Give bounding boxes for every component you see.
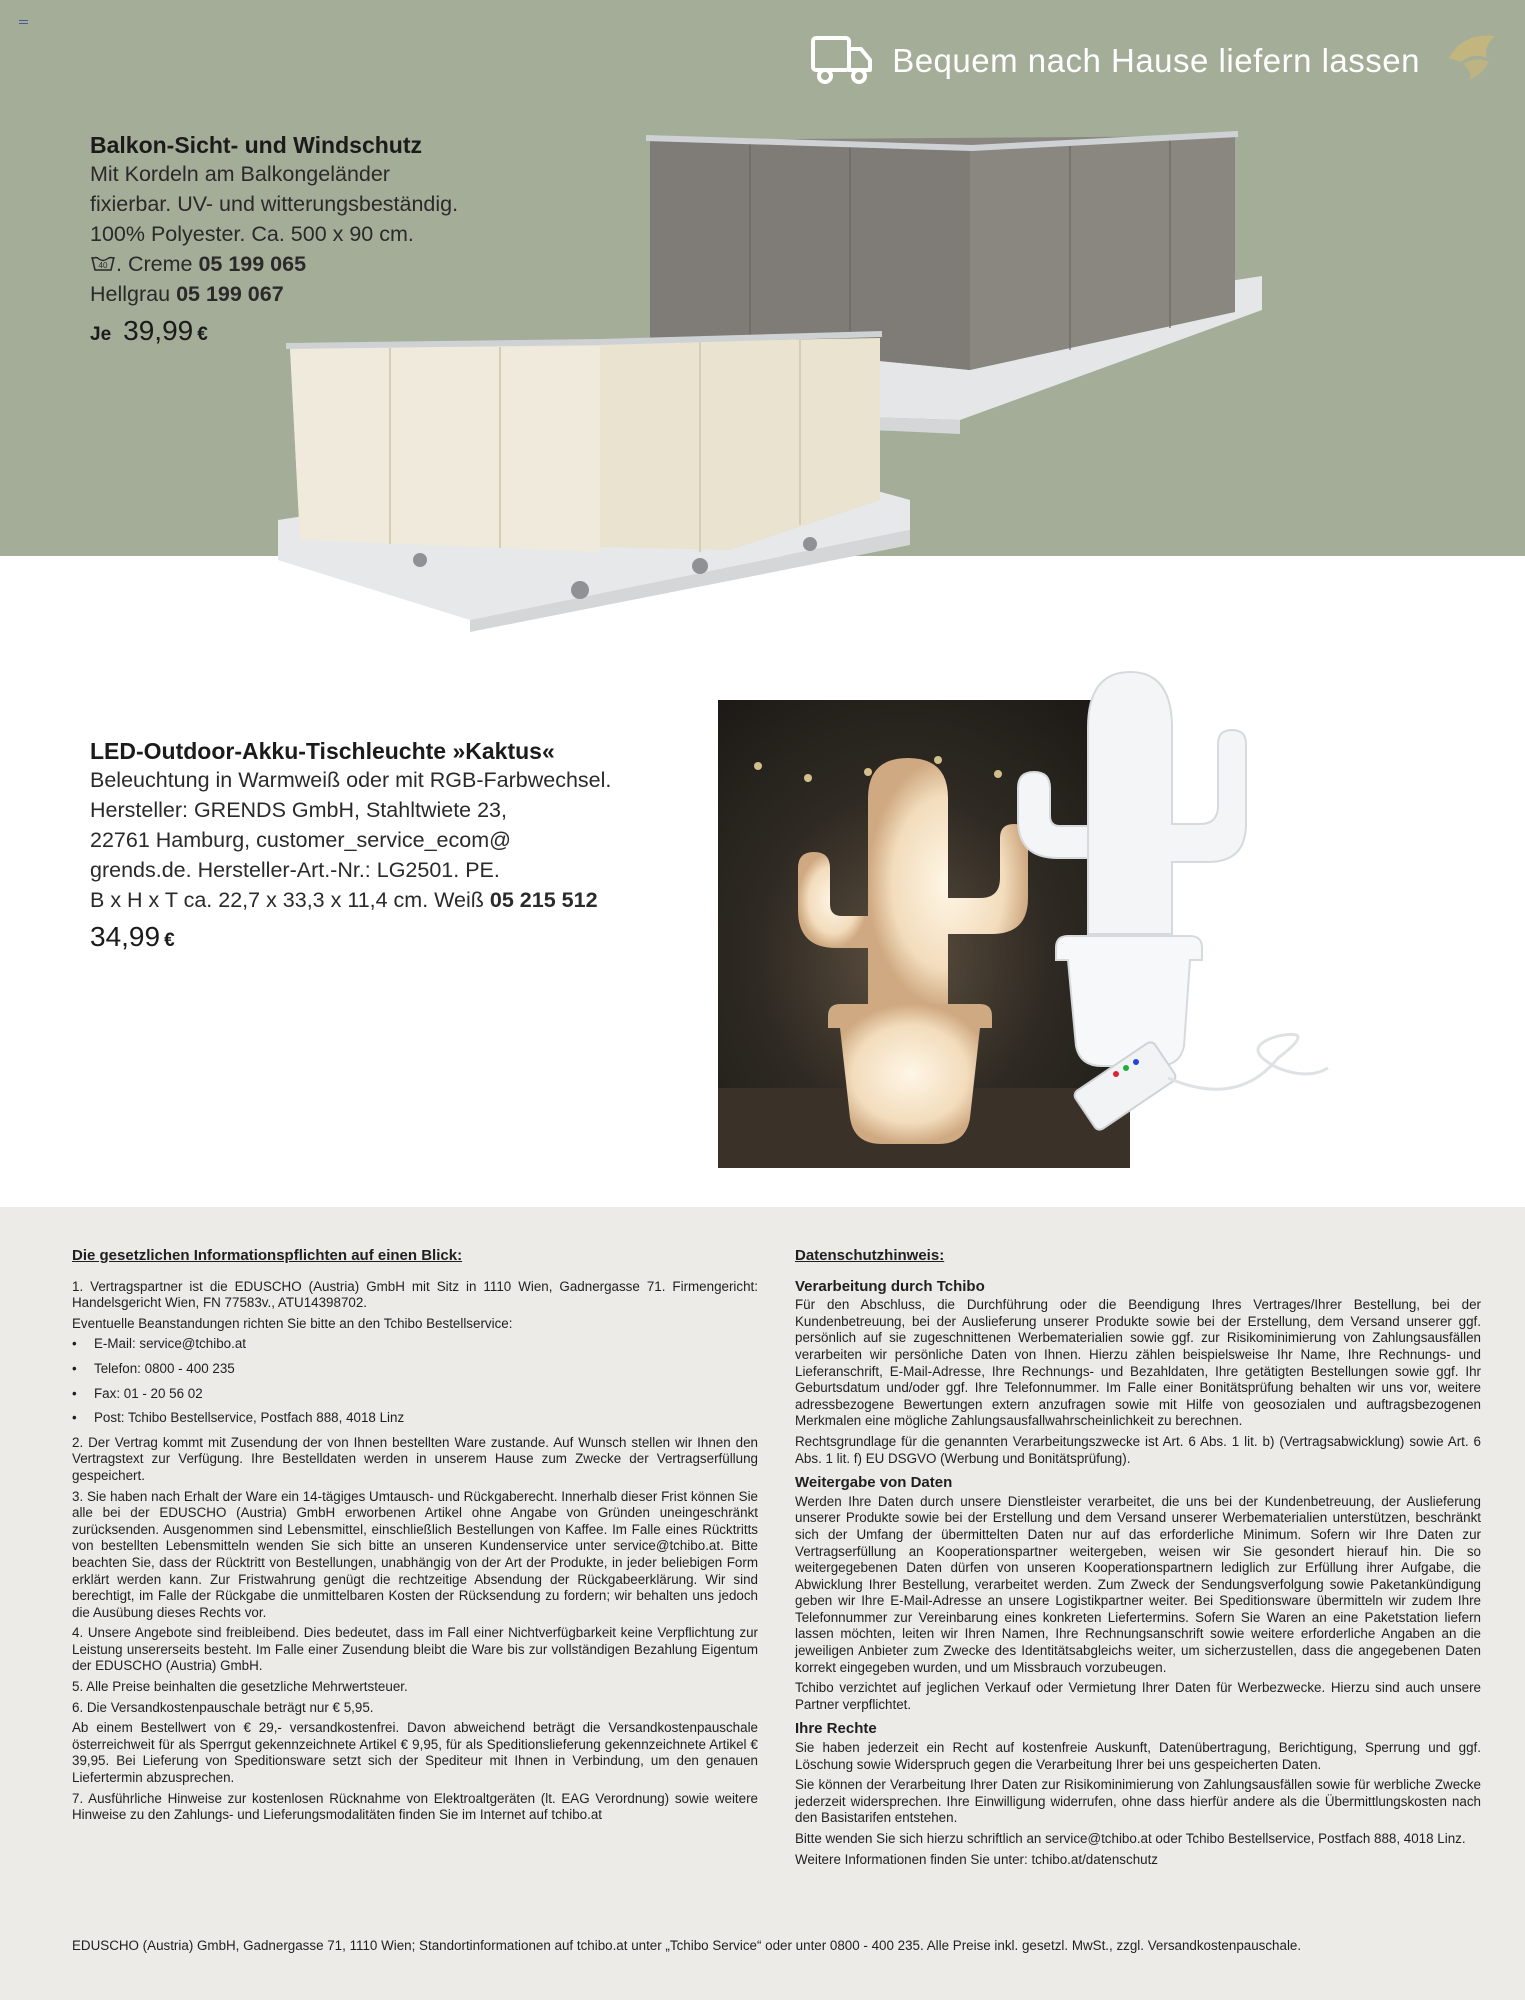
contact-item: • E-Mail: service@tchibo.at xyxy=(94,1336,758,1353)
contact-item: • Post: Tchibo Bestellservice, Postfach 888, 4018 Linz xyxy=(94,1410,758,1427)
privacy-column xyxy=(795,1248,1481,1872)
desc-line: grends.de. Hersteller-Art.-Nr.: LG2501. PE. xyxy=(90,858,500,882)
privacy-heading: Datenschutzhinweis: xyxy=(795,1247,945,1264)
privacy-paragraph: Werden Ihre Daten durch unsere Dienstleister verarbeitet, die uns bei der Kundenbetreuung, der Auslieferung unserer Produkte sowie bei der Erstellung und dem Versand unserer Werbematerialien unterstützen, beschränkt sich der Umfang der übermittelten Daten nur auf das erforderliche Minimum. Sofern wir Ihre Daten zur Vertragserfüllung an Kooperationspartner weitergeben, weisen wir Sie gesondert hierauf hin. Die so weitergegebenen Daten dürfen von unseren Kooperationspartnern lediglich zur Erfüllung ihrer Aufgabe, die Abwicklung Ihrer Bestellung, verarbeitet werden. Zum Zweck der Sendungsverfolgung sowie Paketankündigung geben wir Ihre E-Mail-Adresse an unsere Logistikpartner weiter. Bei Speditionsware übermitteln wir zudem Ihre Telefonnummer zur Vereinbarung eines konkreten Liefertermins. Sofern Sie Waren an eine Paketstation liefern lassen möchten, leiten wir Ihren Namen, Ihre Rechnungsanschrift sowie weitere erforderliche Angaben an die jeweiligen Anbieter zum Zwecke des Identitätsabgleichs weiter, um sicherzustellen, dass die angegebenen Daten korrekt eingegeben wurden, und um Missbrauch vorzubeugen. xyxy=(795,1493,1481,1675)
svg-text:40: 40 xyxy=(98,261,108,270)
legal-paragraph: 1. Vertragspartner ist die EDUSCHO (Austria) GmbH mit Sitz in 1110 Wien, Gadnergasse 71. Firmengericht: Handelsgericht Wien, FN 77583v., ATU14398702. xyxy=(72,1278,758,1311)
balcony-screen-image xyxy=(270,120,1280,640)
legal-heading: Die gesetzlichen Informationspflichten auf einen Blick: xyxy=(72,1247,463,1264)
contact-item: • Fax: 01 - 20 56 02 xyxy=(94,1386,758,1403)
desc-line: Mit Kordeln am Balkongeländer xyxy=(90,162,390,186)
privacy-subheading: Weitergabe von Daten xyxy=(795,1474,953,1492)
wash-40-icon xyxy=(90,253,116,273)
delivery-text: Bequem nach Hause liefern lassen xyxy=(892,42,1420,79)
legal-paragraph: 6. Die Versandkostenpauschale beträgt nur € 5,95. xyxy=(72,1699,374,1715)
legal-info-column xyxy=(72,1248,758,1828)
variant-creme: 40 . Creme 05 199 065 xyxy=(90,249,510,279)
price: Je 39,99 € xyxy=(90,315,208,346)
desc-line: 100% Polyester. Ca. 500 x 90 cm. xyxy=(90,222,414,246)
privacy-subheading: Ihre Rechte xyxy=(795,1720,877,1738)
product-title: LED-Outdoor-Akku-Tischleuchte »Kaktus« xyxy=(90,738,555,764)
legal-paragraph: 2. Der Vertrag kommt mit Zusendung der von Ihnen bestellten Ware zustande. Auf Wunsch stellen wir Ihnen den Vertragstext zur Verfügung. Ihre Bestelldaten werden in unserem Hause zum Zwecke der Vertragserfüllung gespeichert. xyxy=(72,1434,758,1483)
dimensions-line: B x H x T ca. 22,7 x 33,3 x 11,4 cm. Weiß 05 215 512 xyxy=(90,888,598,912)
footer-text: EDUSCHO (Austria) GmbH, Gadnergasse 71, 1110 Wien; Standortinformationen auf tchibo.at unter „Tchibo Service“ oder unter 0800 - 400 235. Alle Preise inkl. gesetzl. MwSt., zzgl. Versandkostenpauschale. xyxy=(72,1938,1302,1953)
desc-line: Beleuchtung in Warmweiß oder mit RGB-Farbwechsel. xyxy=(90,768,612,792)
desc-line: fixierbar. UV- und witterungsbeständig. xyxy=(90,192,459,216)
product-description xyxy=(90,765,650,915)
legal-paragraph: 7. Ausführliche Hinweise zur kostenlosen Rücknahme von Elektroaltgeräten (lt. EAG Verordnung) sowie weitere Hinweise zu den Zahlungs- und Lieferungsmodalitäten finden Sie im Internet auf tchibo.at xyxy=(72,1790,758,1823)
menu-icon[interactable] xyxy=(19,20,28,27)
legal-paragraph: 4. Unsere Angebote sind freibleibend. Dies bedeutet, dass im Fall einer Nichtverfügbarkeit keine Verpflichtung zur Leistung unsererseits besteht. Im Falle einer Zusendung bleibt die Ware bis zur vollständigen Bezahlung Eigentum der EDUSCHO (Austria) GmbH. xyxy=(72,1625,758,1674)
privacy-paragraph: Sie haben jederzeit ein Recht auf kostenfreie Auskunft, Datenübertragung, Berichtigung, Sperrung und ggf. Löschung sowie Widerspruch gegen die Verarbeitung Ihrer bei uns gespeicherten Daten. xyxy=(795,1740,1481,1772)
article-number: 05 199 067 xyxy=(176,282,284,306)
delivery-banner xyxy=(810,34,1420,88)
legal-paragraph: Eventuelle Beanstandungen richten Sie bitte an den Tchibo Bestellservice: xyxy=(72,1315,513,1331)
price: 34,99 € xyxy=(90,921,175,952)
privacy-paragraph: Sie können der Verarbeitung Ihrer Daten zur Risikominimierung von Zahlungsausfällen sowie für werbliche Zwecke jederzeit widersprechen. Ihre Einwilligung widerrufen, ohne dass hierfür andere als die Übermittlungskosten nach den Basistarifen entstehen. xyxy=(795,1777,1481,1826)
cactus-lamp-image xyxy=(718,648,1338,1168)
privacy-paragraph: Tchibo verzichtet auf jeglichen Verkauf oder Vermietung Ihrer Daten für Werbezwecke. Hierzu sind auch unsere Partner verpflichtet. xyxy=(795,1680,1481,1712)
desc-line: Hersteller: GRENDS GmbH, Stahltwiete 23, xyxy=(90,798,507,822)
legal-paragraph: Ab einem Bestellwert von € 29,- versandkostenfrei. Davon abweichend beträgt die Versandkostenpauschale österreichweit für als Sperrgut gekennzeichnete Artikel € 9,95, für als Speditionslieferung gekennzeichnete Artikel € 39,95. Bei Lieferung von Speditionsware setzt sich der Spediteur mit Ihnen in Verbindung, um den genauen Liefertermin abzusprechen. xyxy=(72,1720,758,1786)
product-kaktus xyxy=(90,738,650,953)
price-value: 39,99 xyxy=(123,315,194,346)
brand-logo-mark xyxy=(1443,28,1503,84)
privacy-paragraph: Weitere Informationen finden Sie unter: tchibo.at/datenschutz xyxy=(795,1851,1159,1867)
product-title: Balkon-Sicht- und Windschutz xyxy=(90,132,422,158)
privacy-paragraph: Für den Abschluss, die Durchführung oder die Beendigung Ihres Vertrages/Ihrer Bestellung, bei der Kundenbetreuung, bei der Auslieferung unserer Produkte sowie bei der Erstellung, dem Versand unserer ggf. persönlich auf sie zugeschnittenen Werbematerialien sowie ggf. zur Risikominimierung von Zahlungsausfällen verarbeiten wir persönliche Daten von Ihnen. Hierzu zählen beispielsweise Ihr Name, Ihre Rechnungs- und Lieferanschrift, E-Mail-Adresse, Ihre Rechnungs- und Bezahldaten, Ihre getätigten Bestellungen sowie ggf. Ihr Geburtsdatum und/oder ggf. Ihre Telefonnummer. Im Falle einer Bonitätsprüfung behalten wir uns vor, weitere adressbezogene Bewertungen extern anzufragen sowie mit Hilfe von geosozialen und auftragsbezogenen Merkmalen eine mögliche Zahlungsausfallwahrscheinlichkeit zu berechnen. xyxy=(795,1297,1481,1429)
article-number: 05 199 065 xyxy=(198,252,307,276)
privacy-paragraph: Rechtsgrundlage für die genannten Verarbeitungszwecke ist Art. 6 Abs. 1 lit. b) (Vertragsabwicklung) sowie Art. 6 Abs. 1 lit. f) EU DSGVO (Werbung und Bonitätsprüfung). xyxy=(795,1433,1481,1466)
variant-hellgrau: Hellgrau 05 199 067 xyxy=(90,282,284,306)
article-number: 05 215 512 xyxy=(489,888,598,912)
desc-line: 22761 Hamburg, customer_service_ecom@ xyxy=(90,828,511,852)
legal-paragraph: 5. Alle Preise beinhalten die gesetzliche Mehrwertsteuer. xyxy=(72,1679,408,1695)
contact-item: • Telefon: 0800 - 400 235 xyxy=(94,1361,758,1378)
privacy-subheading: Verarbeitung durch Tchibo xyxy=(795,1277,985,1295)
truck-icon xyxy=(810,34,874,88)
contact-list xyxy=(72,1336,758,1426)
price-value: 34,99 xyxy=(90,921,161,952)
privacy-paragraph: Bitte wenden Sie sich hierzu schriftlich an service@tchibo.at oder Tchibo Bestellservice, Postfach 888, 4018 Linz. xyxy=(795,1831,1466,1846)
legal-paragraph: 3. Sie haben nach Erhalt der Ware ein 14-tägiges Umtausch- und Rückgaberecht. Innerhalb dieser Frist können Sie alle bei der EDUSCHO (Austria) GmbH erworbenen Artikel ohne Angabe von Gründen uneingeschränkt zurücksenden. Ausgenommen sind Lebensmittel, einschließlich Bestellungen von Kaffee. Im Falle eines Rücktritts von bestellten Lebensmitteln wenden Sie sich bitte an unseren Kundenservice unter service@tchibo.at. Bitte beachten Sie, dass der Rücktritt von Bestellungen, unabhängig von der Art der Produkte, in jeder beliebigen Form erklärt werden kann. Zur Fristwahrung genügt die rechtzeitige Absendung der Rückgabeerklärung. Wir sind berechtigt, im Falle der Rückgabe die unmittelbaren Kosten der Rücksendung zu fordern; wir behalten uns jedoch die Ausübung dieses Rechts vor. xyxy=(72,1488,758,1620)
